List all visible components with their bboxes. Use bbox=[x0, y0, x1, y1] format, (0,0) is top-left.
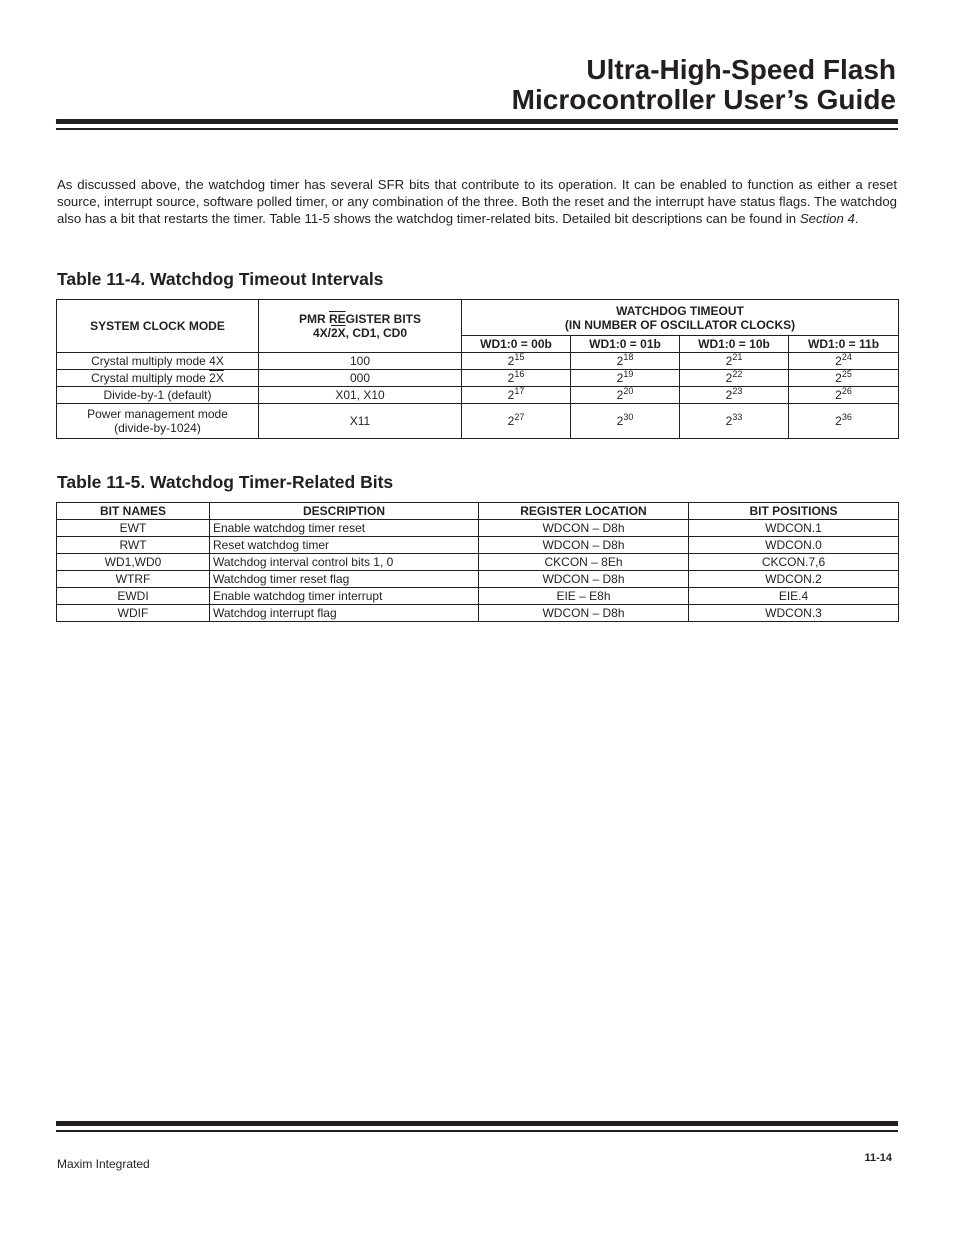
footer-rule-thin bbox=[56, 1130, 898, 1132]
register-location-cell: WDCON – D8h bbox=[479, 571, 689, 588]
bit-position-cell: WDCON.3 bbox=[689, 605, 899, 622]
base: 2 bbox=[507, 414, 515, 428]
timeout-cell bbox=[462, 353, 571, 370]
bit-name-cell: EWDI bbox=[57, 588, 210, 605]
exponent: 20 bbox=[623, 386, 634, 396]
pmr-cell: X01, X10 bbox=[259, 387, 462, 404]
exponent: 33 bbox=[732, 412, 743, 422]
sub-header-00b: WD1:0 = 00b bbox=[462, 336, 571, 353]
timeout-cell bbox=[571, 353, 680, 370]
watchdog-timeout-table bbox=[56, 299, 899, 439]
register-location-cell: WDCON – D8h bbox=[479, 605, 689, 622]
footer-rule-thick bbox=[56, 1121, 898, 1126]
exponent: 23 bbox=[732, 386, 743, 396]
table1-title: Table 11-4. Watchdog Timeout Intervals bbox=[57, 269, 384, 289]
table-row bbox=[57, 404, 899, 439]
description-cell: Watchdog interrupt flag bbox=[210, 605, 479, 622]
exponent: 24 bbox=[841, 352, 852, 362]
description-cell: Enable watchdog timer interrupt bbox=[210, 588, 479, 605]
base: 2 bbox=[507, 354, 515, 368]
bit-position-cell: EIE.4 bbox=[689, 588, 899, 605]
sub-header-11b: WD1:0 = 11b bbox=[789, 336, 899, 353]
exponent: 19 bbox=[623, 369, 634, 379]
col-header-bit-positions: BIT POSITIONS bbox=[689, 503, 899, 520]
bit-name-cell: EWT bbox=[57, 520, 210, 537]
pmr-b: $\overline{RE}$ bbox=[328, 312, 346, 326]
description-cell: Reset watchdog timer bbox=[210, 537, 479, 554]
mode-text: Crystal multiply mode bbox=[91, 371, 210, 385]
table-row bbox=[57, 554, 899, 571]
mode-cell bbox=[57, 404, 259, 439]
intro-paragraph bbox=[57, 176, 897, 227]
sub-header-10b: WD1:0 = 10b bbox=[680, 336, 789, 353]
pmr-f: , CD1, CD0 bbox=[345, 326, 408, 340]
base: 2 bbox=[835, 388, 842, 402]
exponent: 36 bbox=[841, 412, 852, 422]
register-location-cell: EIE – E8h bbox=[479, 588, 689, 605]
mode-text-line-1: Power management mode bbox=[87, 407, 228, 421]
col-header-mode: SYSTEM CLOCK MODE bbox=[57, 300, 259, 353]
base: 2 bbox=[725, 371, 733, 385]
pmr-c: GISTER BITS bbox=[345, 312, 421, 326]
mode-text: Divide-by-1 (default) bbox=[103, 388, 212, 402]
col-header-description: DESCRIPTION bbox=[210, 503, 479, 520]
col-header-timeout bbox=[462, 300, 899, 336]
description-cell: Watchdog interval control bits 1, 0 bbox=[210, 554, 479, 571]
base: 2 bbox=[835, 371, 842, 385]
timeout-cell bbox=[789, 370, 899, 387]
intro-text: As discussed above, the watchdog timer has several SFR bits that contribute to its operation. It can be enabled to function as either a reset source, interrupt source, software polled timer, or any combination of the three. Both the reset and the interrupt have status flags. The watchdog also has a bit that restarts the timer. Table 11-5 shows the watchdog timer-related bits. Detailed bit descriptions can be found in bbox=[57, 177, 897, 226]
timeout-cell bbox=[462, 370, 571, 387]
pmr-cell: 100 bbox=[259, 353, 462, 370]
timeout-cell bbox=[789, 353, 899, 370]
base: 2 bbox=[835, 414, 842, 428]
bit-position-cell: CKCON.7,6 bbox=[689, 554, 899, 571]
pmr-d: 4X/ bbox=[312, 326, 331, 340]
exponent: 21 bbox=[732, 352, 743, 362]
footer-company: Maxim Integrated bbox=[57, 1157, 150, 1171]
mode-overline-text: 2X bbox=[209, 371, 224, 385]
page-title bbox=[512, 55, 896, 115]
timeout-line-1: WATCHDOG TIMEOUT bbox=[616, 303, 744, 318]
pmr-cell: X11 bbox=[259, 404, 462, 439]
description-cell: Enable watchdog timer reset bbox=[210, 520, 479, 537]
timeout-cell bbox=[571, 404, 680, 439]
bit-position-cell: WDCON.2 bbox=[689, 571, 899, 588]
timeout-cell bbox=[571, 370, 680, 387]
exponent: 30 bbox=[623, 412, 634, 422]
col-header-bit-names: BIT NAMES bbox=[57, 503, 210, 520]
mode-text: Crystal multiply mode 4X bbox=[91, 354, 224, 368]
watchdog-bits-table bbox=[56, 502, 899, 622]
base: 2 bbox=[616, 414, 624, 428]
bit-name-cell: RWT bbox=[57, 537, 210, 554]
table-row bbox=[57, 370, 899, 387]
base: 2 bbox=[616, 354, 624, 368]
pmr-a: PMR bbox=[298, 312, 329, 326]
exponent: 26 bbox=[841, 386, 852, 396]
header-rule-thick bbox=[56, 119, 898, 124]
table-row bbox=[57, 387, 899, 404]
exponent: 18 bbox=[623, 352, 634, 362]
pmr-e: 2X bbox=[330, 326, 346, 340]
base: 2 bbox=[507, 388, 515, 402]
timeout-cell bbox=[462, 404, 571, 439]
exponent: 22 bbox=[732, 369, 743, 379]
exponent: 17 bbox=[514, 386, 525, 396]
intro-end: . bbox=[854, 211, 859, 226]
base: 2 bbox=[616, 388, 624, 402]
timeout-cell bbox=[571, 387, 680, 404]
title-line-2: Microcontroller User’s Guide bbox=[511, 84, 896, 115]
timeout-cell bbox=[789, 387, 899, 404]
base: 2 bbox=[725, 388, 733, 402]
title-line-1: Ultra-High-Speed Flash bbox=[586, 54, 896, 85]
mode-cell bbox=[57, 370, 259, 387]
mode-cell bbox=[57, 387, 259, 404]
col-header-register-location: REGISTER LOCATION bbox=[479, 503, 689, 520]
exponent: 25 bbox=[841, 369, 852, 379]
base: 2 bbox=[507, 371, 515, 385]
table-row bbox=[57, 588, 899, 605]
intro-section-ref: Section 4 bbox=[799, 211, 855, 226]
exponent: 16 bbox=[514, 369, 525, 379]
sub-header-01b: WD1:0 = 01b bbox=[571, 336, 680, 353]
base: 2 bbox=[835, 354, 842, 368]
bit-position-cell: WDCON.0 bbox=[689, 537, 899, 554]
pmr-cell: 000 bbox=[259, 370, 462, 387]
mode-text-line-2: (divide-by-1024) bbox=[114, 421, 201, 435]
table-row bbox=[57, 537, 899, 554]
table-row bbox=[57, 353, 899, 370]
timeout-cell bbox=[789, 404, 899, 439]
register-location-cell: WDCON – D8h bbox=[479, 520, 689, 537]
timeout-cell bbox=[680, 370, 789, 387]
exponent: 15 bbox=[514, 352, 525, 362]
table-row bbox=[57, 571, 899, 588]
description-cell: Watchdog timer reset flag bbox=[210, 571, 479, 588]
register-location-cell: WDCON – D8h bbox=[479, 537, 689, 554]
exponent: 27 bbox=[514, 412, 525, 422]
table-row bbox=[57, 605, 899, 622]
footer-page-number: 11-14 bbox=[864, 1152, 892, 1164]
base: 2 bbox=[725, 354, 733, 368]
timeout-cell bbox=[680, 353, 789, 370]
base: 2 bbox=[725, 414, 733, 428]
bit-name-cell: WTRF bbox=[57, 571, 210, 588]
base: 2 bbox=[616, 371, 624, 385]
header-rule-thin bbox=[56, 128, 898, 130]
timeout-cell bbox=[680, 404, 789, 439]
timeout-line-2: (IN NUMBER OF OSCILLATOR CLOCKS) bbox=[564, 317, 796, 332]
bit-position-cell: WDCON.1 bbox=[689, 520, 899, 537]
bit-name-cell: WD1,WD0 bbox=[57, 554, 210, 571]
timeout-cell bbox=[462, 387, 571, 404]
mode-cell bbox=[57, 353, 259, 370]
timeout-cell bbox=[680, 387, 789, 404]
col-header-pmr bbox=[259, 300, 462, 353]
register-location-cell: CKCON – 8Eh bbox=[479, 554, 689, 571]
table2-title: Table 11-5. Watchdog Timer-Related Bits bbox=[57, 472, 394, 492]
table-row bbox=[57, 520, 899, 537]
bit-name-cell: WDIF bbox=[57, 605, 210, 622]
